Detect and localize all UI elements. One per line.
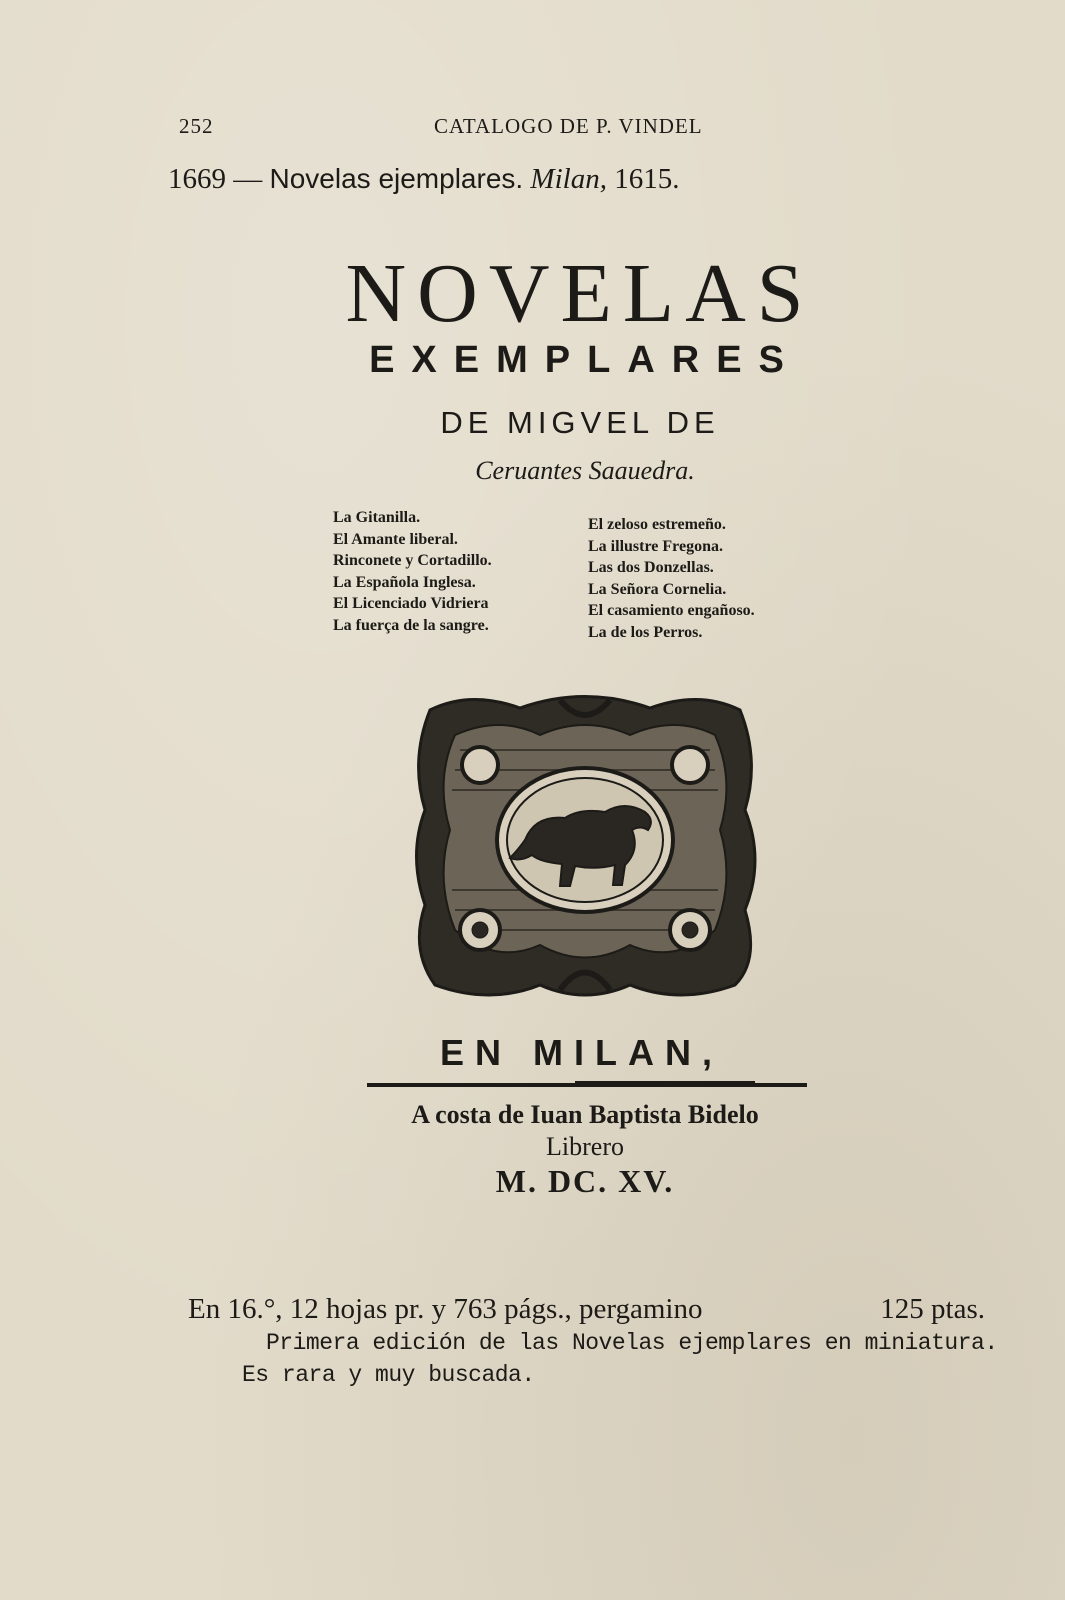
printer-mark-graphic: [410, 690, 760, 1000]
facsimile-rule: [367, 1083, 807, 1087]
entry-year: 1615.: [614, 163, 680, 195]
novels-list-right: [588, 514, 838, 643]
facsimile-subtitle: EXEMPLARES: [369, 339, 801, 381]
printer-mark-icon: [410, 690, 760, 1000]
list-item: La Española Inglesa.: [333, 573, 476, 591]
entry-dash: —: [233, 163, 263, 195]
entry-place: Milan,: [530, 163, 607, 195]
list-item: La illustre Fregona.: [588, 537, 723, 555]
running-head: [179, 114, 725, 146]
note-line-1: Primera edición de las Novelas ejemplares en miniatura.: [266, 1330, 998, 1356]
price: 125 ptas.: [880, 1293, 985, 1325]
list-item: La fuerça de la sangre.: [333, 616, 489, 634]
facsimile-author-line: DE MIGVEL DE: [440, 405, 720, 440]
page-number: 252: [179, 114, 214, 138]
list-item: Rinconete y Cortadillo.: [333, 552, 492, 569]
list-item: La Señora Cornelia.: [588, 580, 727, 598]
list-item: La de los Perros.: [588, 623, 703, 641]
imprint-line-1: A costa de Iuan Baptista Bidelo: [411, 1100, 759, 1129]
note-line-2: Es rara y muy buscada.: [242, 1362, 535, 1388]
running-title: CATALOGO DE P. VINDEL: [434, 114, 703, 138]
facsimile-rule-thin: [575, 1081, 755, 1083]
imprint-line-2: Librero: [546, 1132, 624, 1161]
description-line: [188, 1293, 985, 1329]
entry-heading: [168, 163, 679, 196]
list-item: La Gitanilla.: [333, 509, 421, 526]
list-item: El Amante liberal.: [333, 530, 458, 548]
list-item: El zeloso estremeño.: [588, 516, 726, 533]
format-description: En 16.°, 12 hojas pr. y 763 págs., pergamino: [188, 1293, 703, 1325]
list-item: El Licenciado Vidriera: [333, 595, 489, 612]
facsimile-date: M. DC. XV.: [495, 1163, 675, 1199]
facsimile-author-surname: Ceruantes Saauedra.: [475, 456, 695, 485]
novels-list-left: [333, 507, 568, 636]
list-item: El casamiento engañoso.: [588, 602, 755, 619]
facsimile-title: NOVELAS: [345, 247, 815, 340]
list-item: Las dos Donzellas.: [588, 559, 714, 576]
entry-title: Novelas ejemplares.: [269, 163, 524, 194]
facsimile-place: EN MILAN,: [440, 1032, 723, 1073]
entry-number: 1669: [168, 163, 226, 195]
facsimile-imprint: [360, 1099, 810, 1163]
